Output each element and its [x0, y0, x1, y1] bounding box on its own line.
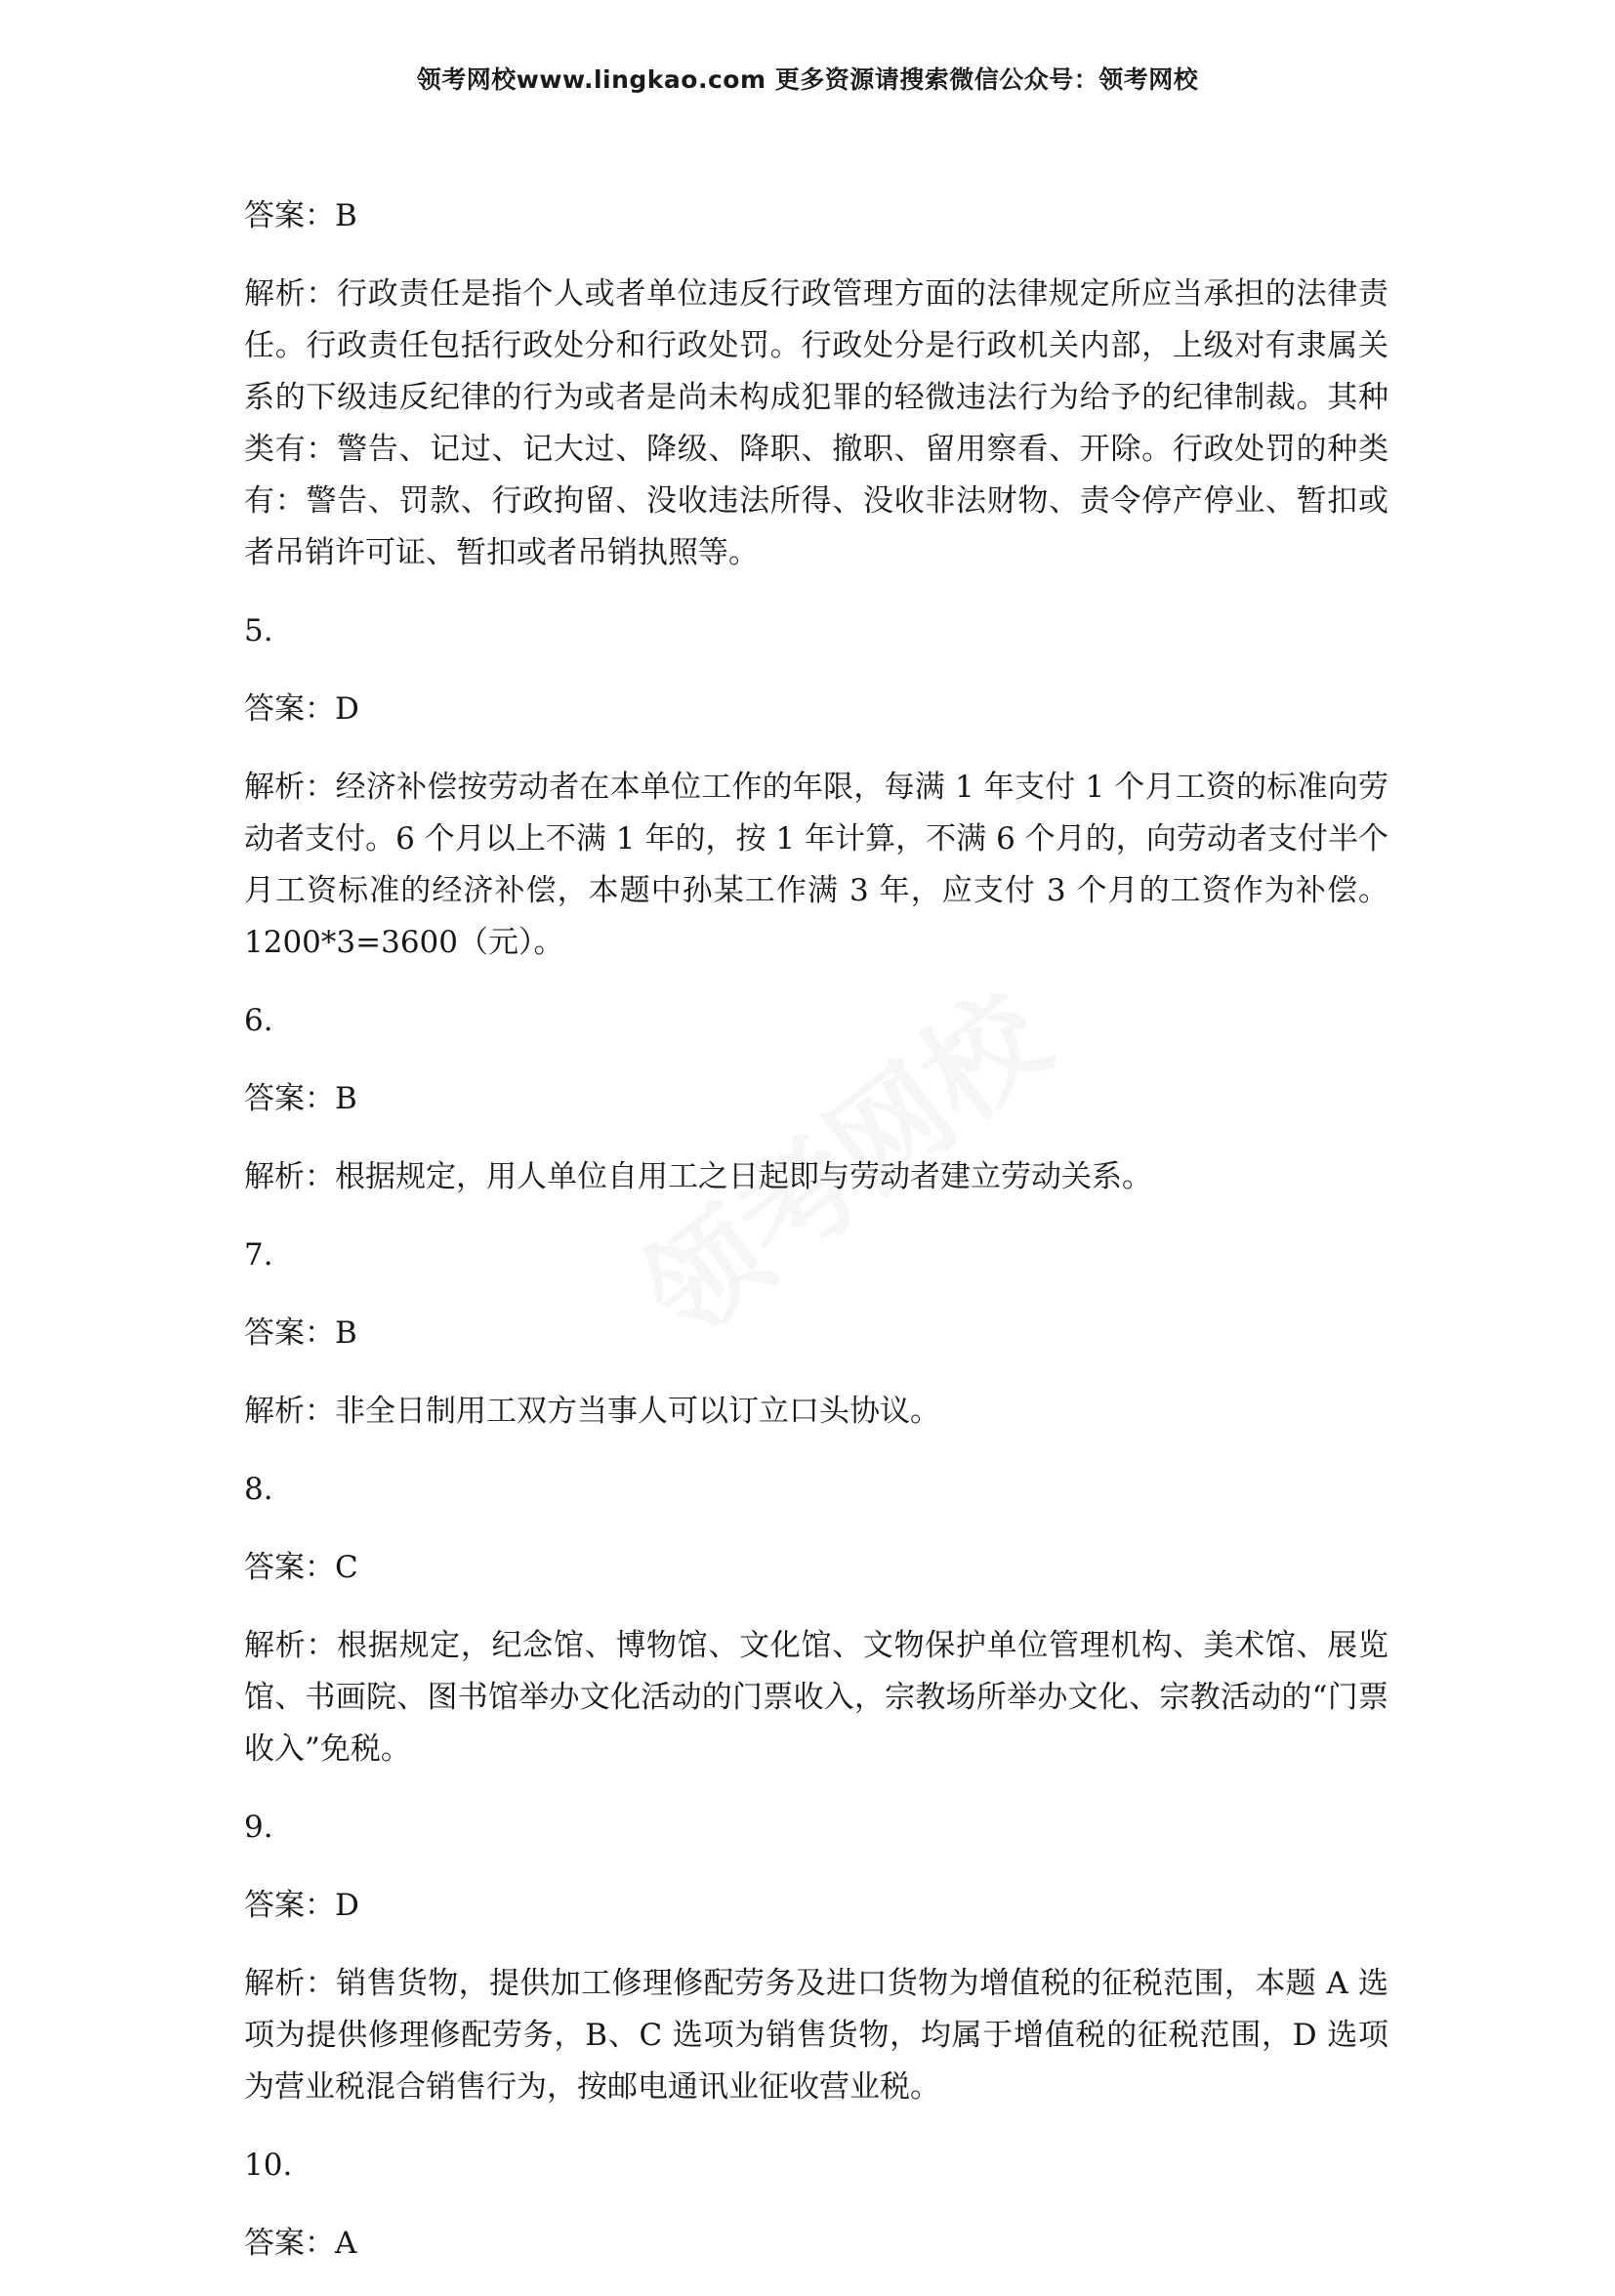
answer-line: 答案：B [244, 198, 357, 233]
analysis-paragraph: 解析：根据规定，纪念馆、博物馆、文化馆、文物保护单位管理机构、美术馆、展览馆、书画院、图书馆举办文化活动的门票收入，宗教场所举办文化、宗教活动的“门票收入”免税。 [244, 1628, 1388, 1767]
analysis-paragraph: 解析：行政责任是指个人或者单位违反行政管理方面的法律规定所应当承担的法律责任。行政责任包括行政处分和行政处罚。行政处分是行政机关内部，上级对有隶属关系的下级违反纪律的行为或者是尚未构成犯罪的轻微违法行为给予的纪律制裁。其种类有：警告、记过、记大过、降级、降职、撤职、留用察看、开除。行政处罚的种类有：警告、罚款、行政拘留、没收违法所得、没收非法财物、责令停产停业、暂扣或者吊销许可证、暂扣或者吊销执照等。 [244, 276, 1388, 570]
answer-line: 答案：C [244, 1550, 358, 1585]
analysis-paragraph: 解析：非全日制用工双方当事人可以订立口头协议。 [244, 1394, 940, 1429]
answer-line: 答案：D [244, 691, 359, 727]
answer-line: 答案：B [244, 1315, 357, 1351]
answer-line: 答案：A [244, 2226, 357, 2261]
question-number: 9. [244, 1810, 273, 1845]
analysis-paragraph: 解析：销售货物，提供加工修理修配劳务及进口货物为增值税的征税范围，本题 A 选项为提供修理修配劳务，B、C 选项为销售货物，均属于增值税的征税范围，D 选项为营业税混合销售行为，按邮电通讯业征收营业税。 [244, 1966, 1388, 2105]
question-number: 10. [244, 2148, 293, 2183]
analysis-paragraph: 解析：经济补偿按劳动者在本单位工作的年限，每满 1 年支付 1 个月工资的标准向劳动者支付。6 个月以上不满 1 年的，按 1 年计算，不满 6 个月的，向劳动者支付半个月工资标准的经济补偿，本题中孙某工作满 3 年，应支付 3 个月的工资作为补偿。1200*3=3600（元）。 [244, 770, 1388, 960]
answer-key-content [244, 190, 1388, 2296]
question-number: 8. [244, 1472, 273, 1507]
analysis-paragraph: 解析：根据规定，用人单位自用工之日起即与劳动者建立劳动关系。 [244, 1159, 1152, 1194]
question-number: 5. [244, 613, 273, 648]
question-number: 6. [244, 1003, 273, 1038]
answer-line: 答案：D [244, 1888, 359, 1923]
answer-line: 答案：B [244, 1081, 357, 1116]
question-number: 7. [244, 1237, 273, 1273]
page-header: 领考网校www.lingkao.com 更多资源请搜索微信公众号：领考网校 [416, 65, 1199, 94]
